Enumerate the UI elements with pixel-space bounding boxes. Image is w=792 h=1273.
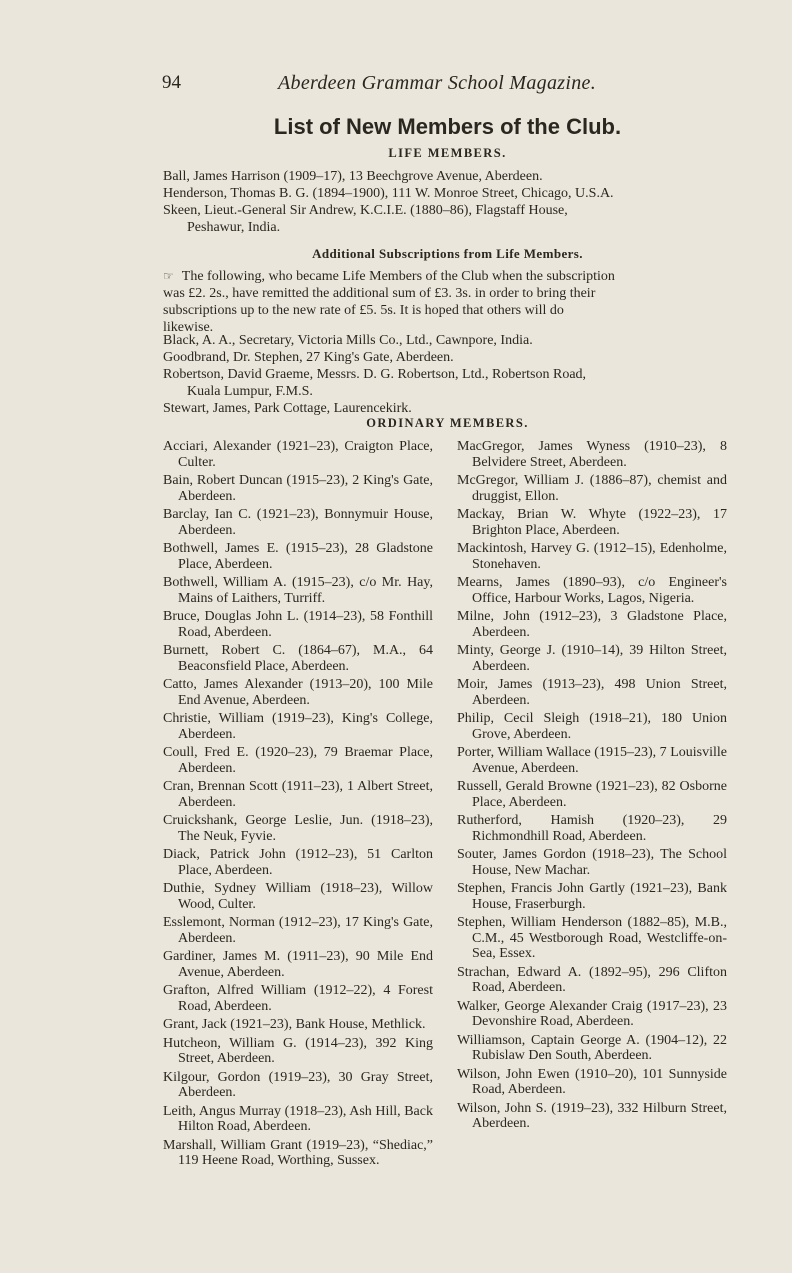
pointing-hand-icon: ☞ — [163, 269, 174, 283]
life-members-heading: LIFE MEMBERS. — [388, 146, 507, 160]
member-entry: Stephen, Francis John Gartly (1921–23), Bank House, Fraserburgh. — [457, 881, 727, 912]
member-entry: Philip, Cecil Sleigh (1918–21), 180 Union Grove, Aberdeen. — [457, 711, 727, 742]
member-entry: Duthie, Sydney William (1918–23), Willow Wood, Culter. — [163, 881, 433, 912]
member-entry: Russell, Gerald Browne (1921–23), 82 Osborne Place, Aberdeen. — [457, 779, 727, 810]
running-title: Aberdeen Grammar School Magazine. — [278, 72, 596, 94]
additional-member-line: Kuala Lumpur, F.M.S. — [187, 384, 313, 399]
member-entry: MacGregor, James Wyness (1910–23), 8 Belvidere Street, Aberdeen. — [457, 439, 727, 470]
member-entry: Williamson, Captain George A. (1904–12), 22 Rubislaw Den South, Aberdeen. — [457, 1032, 727, 1063]
member-entry: Mackintosh, Harvey G. (1912–15), Edenholme, Stonehaven. — [457, 541, 727, 572]
member-entry: Catto, James Alexander (1913–20), 100 Mile End Avenue, Aberdeen. — [163, 677, 433, 708]
member-entry: Strachan, Edward A. (1892–95), 296 Clifton Road, Aberdeen. — [457, 964, 727, 995]
member-entry: Walker, George Alexander Craig (1917–23), 23 Devonshire Road, Aberdeen. — [457, 998, 727, 1029]
page-title: List of New Members of the Club. — [273, 114, 622, 139]
member-entry: Grant, Jack (1921–23), Bank House, Methlick. — [163, 1017, 426, 1032]
paragraph-line — [163, 268, 735, 285]
member-entry: Wilson, John Ewen (1910–20), 101 Sunnyside Road, Aberdeen. — [457, 1066, 727, 1097]
member-entry: Mackay, Brian W. Whyte (1922–23), 17 Brighton Place, Aberdeen. — [457, 507, 727, 538]
ordinary-members-right-column — [457, 439, 727, 1135]
life-member-line: Ball, James Harrison (1909–17), 13 Beechgrove Avenue, Aberdeen. — [163, 169, 543, 184]
running-head — [160, 72, 735, 102]
member-entry: Minty, George J. (1910–14), 39 Hilton Street, Aberdeen. — [457, 643, 727, 674]
member-entry: Cruickshank, George Leslie, Jun. (1918–23), The Neuk, Fyvie. — [163, 813, 433, 844]
member-entry: Barclay, Ian C. (1921–23), Bonnymuir House, Aberdeen. — [163, 507, 433, 538]
member-entry: Acciari, Alexander (1921–23), Craigton Place, Culter. — [163, 439, 433, 470]
member-entry: Grafton, Alfred William (1912–22), 4 Forest Road, Aberdeen. — [163, 983, 433, 1014]
additional-member-line: Goodbrand, Dr. Stephen, 27 King's Gate, Aberdeen. — [163, 350, 454, 365]
member-entry: Milne, John (1912–23), 3 Gladstone Place, Aberdeen. — [457, 609, 727, 640]
member-entry: Porter, William Wallace (1915–23), 7 Louisville Avenue, Aberdeen. — [457, 745, 727, 776]
ordinary-members-left-column — [163, 439, 433, 1172]
member-entry: Rutherford, Hamish (1920–23), 29 Richmondhill Road, Aberdeen. — [457, 813, 727, 844]
life-member-line: Peshawur, India. — [187, 220, 281, 235]
paragraph-line: likewise. — [163, 320, 214, 335]
member-entry: Bruce, Douglas John L. (1914–23), 58 Fonthill Road, Aberdeen. — [163, 609, 433, 640]
member-entry: Christie, William (1919–23), King's College, Aberdeen. — [163, 711, 433, 742]
ordinary-members-heading: ORDINARY MEMBERS. — [366, 416, 529, 430]
member-entry: Stephen, William Henderson (1882–85), M.B., C.M., 45 Westborough Road, Westcliffe-on-Sea, Essex. — [457, 915, 727, 961]
member-entry: Mearns, James (1890–93), c/o Engineer's Office, Harbour Works, Lagos, Nigeria. — [457, 575, 727, 606]
member-entry: Leith, Angus Murray (1918–23), Ash Hill, Back Hilton Road, Aberdeen. — [163, 1103, 433, 1134]
paragraph-line: was £2. 2s., have remitted the additional sum of £3. 3s. in order to bring their — [163, 286, 596, 301]
member-entry: McGregor, William J. (1886–87), chemist and druggist, Ellon. — [457, 473, 727, 504]
member-entry: Burnett, Robert C. (1864–67), M.A., 64 Beaconsfield Place, Aberdeen. — [163, 643, 433, 674]
member-entry: Coull, Fred E. (1920–23), 79 Braemar Place, Aberdeen. — [163, 745, 433, 776]
member-entry: Bothwell, James E. (1915–23), 28 Gladstone Place, Aberdeen. — [163, 541, 433, 572]
page-number: 94 — [162, 72, 181, 93]
member-entry: Gardiner, James M. (1911–23), 90 Mile End Avenue, Aberdeen. — [163, 949, 433, 980]
member-entry: Bothwell, William A. (1915–23), c/o Mr. Hay, Mains of Laithers, Turriff. — [163, 575, 433, 606]
member-entry: Marshall, William Grant (1919–23), “Shediac,” 119 Heene Road, Worthing, Sussex. — [163, 1137, 433, 1168]
member-entry: Esslemont, Norman (1912–23), 17 King's Gate, Aberdeen. — [163, 915, 433, 946]
member-entry: Moir, James (1913–23), 498 Union Street, Aberdeen. — [457, 677, 727, 708]
member-entry: Souter, James Gordon (1918–23), The School House, New Machar. — [457, 847, 727, 878]
member-entry: Hutcheon, William G. (1914–23), 392 King Street, Aberdeen. — [163, 1035, 433, 1066]
paragraph-text: The following, who became Life Members of the Club when the subscription — [181, 269, 615, 284]
paragraph-line: subscriptions up to the new rate of £5. 5s. It is hoped that others will do — [163, 303, 564, 318]
additional-member-line: Black, A. A., Secretary, Victoria Mills Co., Ltd., Cawnpore, India. — [163, 333, 533, 348]
additional-subscriptions-heading: Additional Subscriptions from Life Members. — [312, 246, 583, 261]
member-entry: Diack, Patrick John (1912–23), 51 Carlton Place, Aberdeen. — [163, 847, 433, 878]
additional-member-line: Stewart, James, Park Cottage, Laurencekirk. — [163, 401, 412, 416]
member-entry: Wilson, John S. (1919–23), 332 Hilburn Street, Aberdeen. — [457, 1100, 727, 1131]
member-entry: Kilgour, Gordon (1919–23), 30 Gray Street, Aberdeen. — [163, 1069, 433, 1100]
additional-member-line: Robertson, David Graeme, Messrs. D. G. Robertson, Ltd., Robertson Road, — [163, 367, 587, 382]
member-entry: Cran, Brennan Scott (1911–23), 1 Albert Street, Aberdeen. — [163, 779, 433, 810]
member-entry: Bain, Robert Duncan (1915–23), 2 King's Gate, Aberdeen. — [163, 473, 433, 504]
life-member-line: Henderson, Thomas B. G. (1894–1900), 111 W. Monroe Street, Chicago, U.S.A. — [163, 186, 614, 201]
life-member-line: Skeen, Lieut.-General Sir Andrew, K.C.I.E. (1880–86), Flagstaff House, — [163, 203, 568, 218]
